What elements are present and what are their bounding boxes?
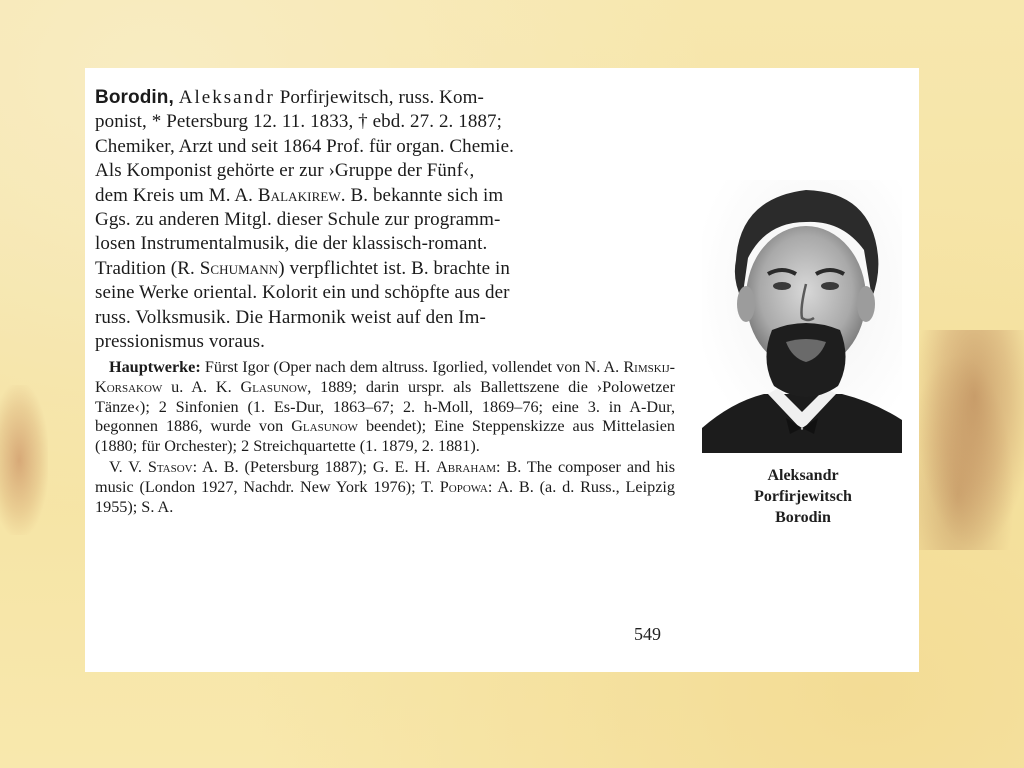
- name-balakirew: Balakirew: [257, 184, 341, 206]
- caption-line: Borodin: [775, 509, 831, 526]
- portrait-photo: [702, 180, 902, 453]
- name-schumann: Schumann: [199, 257, 279, 279]
- name-stasov: Stasov: [147, 458, 193, 477]
- works-paragraph: Hauptwerke: Fürst Igor (Oper nach dem altruss. Igorlied, vollendet von N. A. Rimskij-Korsakow u. A. K. Glasunow, 1889; darin urspr. als Ballettszene die ›Polowetzer Tänze‹); 2 Sinfonien (1. Es-Dur, 1863–67; 2. h-Moll, 1869–76; eine 3. in A-Dur, begonnen 1886, wurde von Glasunow beendet); Eine Steppenskizze aus Mittelasien (1880; für Orchester); 2 Streichquartette (1. 1879, 2. 1881).: [95, 358, 675, 455]
- entry-text: [95, 86, 675, 517]
- background-figure-right: [914, 330, 1024, 550]
- background-figure-left: [0, 385, 48, 535]
- caption-line: Porfirjewitsch: [754, 488, 852, 505]
- name-abraham: Abraham: [436, 458, 497, 477]
- entry-given-names: Aleksandr: [178, 87, 275, 108]
- literature-paragraph: V. V. Stasov: A. B. (Petersburg 1887); G. E. H. Abraham: B. The composer and his music (London 1927, Nachdr. New York 1976); T. Popowa: A. B. (a. d. Russ., Leipzig 1955); S. A.: [95, 458, 675, 516]
- name-glasunow: Glasunow: [240, 378, 308, 397]
- entry-main-paragraph: Borodin, Aleksandr Porfirjewitsch, russ. Kom- ponist, * Petersburg 12. 11. 1833, † ebd. 27. 2. 1887; Chemiker, Arzt und seit 1864 Prof. für organ. Chemie. Als Komponist gehörte er zur ›Gruppe der Fünf‹, dem Kreis um M. A. Balakirew. B. bekannte sich im Ggs. zu anderen Mitgl. dieser Schule zur programm- losen Instrumentalmusik, die der klassisch-romant. Tradition (R. Schumann) verpflichtet ist. B. brachte in seine Werke oriental. Kolorit ein und schöpfte aus der russ. Volksmusik. Die Harmonik weist auf den Im- pressionismus voraus.: [95, 87, 514, 353]
- name-glasunow-2: Glasunow: [291, 417, 358, 436]
- caption-line: Aleksandr: [767, 467, 839, 484]
- page-number: 549: [634, 624, 661, 644]
- name-rimskij-korsakow: Rimskij-Korsakow: [95, 358, 675, 397]
- encyclopedia-page: [85, 68, 919, 672]
- portrait-caption: [705, 465, 901, 528]
- entry-headword: Borodin,: [95, 87, 174, 108]
- portrait-drawing: [702, 180, 902, 453]
- name-popowa: Popowa: [439, 478, 488, 497]
- works-label: Hauptwerke:: [109, 358, 201, 377]
